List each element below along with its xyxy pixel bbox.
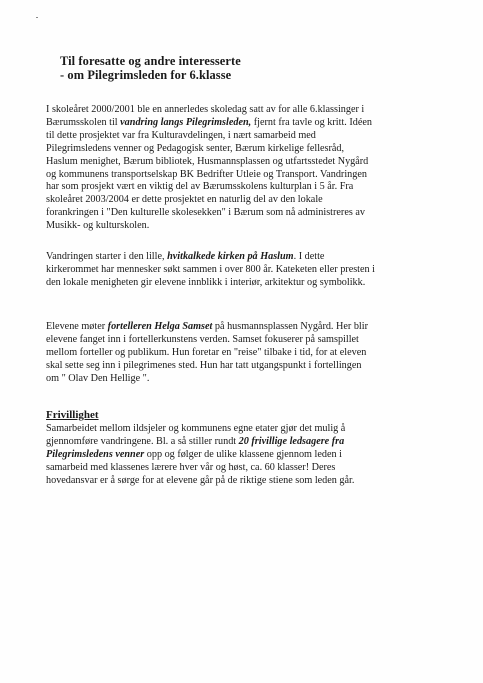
text-run: skoleåret 2003/2004 er dette prosjektet en naturlig del av den lokale xyxy=(46,194,323,206)
text-line xyxy=(46,117,438,130)
title-line-1: Til foresatte og andre interesserte xyxy=(60,54,241,68)
text-run: Bærumsskolen til xyxy=(46,116,121,128)
text-run: skal sette seg inn i pilegrimenes sted. Hun har tatt utgangspunkt i fortellingen xyxy=(46,359,362,371)
text-run: samarbeid med klassenes lærere hver vår og høst, ca. 60 klasser! Deres xyxy=(46,461,336,473)
text-run: om " Olav Den Hellige ". xyxy=(46,372,150,384)
text-run: gjennomføre vandringene. Bl. a så stiller rundt xyxy=(46,435,239,447)
text-line xyxy=(46,449,438,462)
text-run: til dette prosjektet var fra Kulturavdelingen, i nært samarbeid med xyxy=(46,129,316,141)
text-run: . I dette xyxy=(293,251,325,262)
text-line xyxy=(46,169,438,182)
text-run: hovedansvar er å sørge for at elevene går på de riktige stiene som leden går. xyxy=(46,474,355,486)
text-line xyxy=(46,220,438,233)
text-line xyxy=(46,360,438,373)
text-line xyxy=(46,104,438,117)
document-title xyxy=(60,54,241,82)
highlighted-phrase: hvitkalkede kirken på Haslum xyxy=(167,251,294,262)
text-run: Haslum menighet, Bærum bibliotek, Husmannsplassen og utfartsstedet Nygård xyxy=(46,155,369,167)
text-run: har som prosjekt vært en viktig del av Bærumsskolens kulturplan i 5 år. Fra xyxy=(46,181,354,193)
text-line xyxy=(46,277,438,290)
paragraph-volunteers xyxy=(46,423,438,488)
text-line xyxy=(46,251,438,264)
text-line xyxy=(46,423,438,436)
text-run: opp og følger de ulike klassene gjennom leden i xyxy=(144,448,342,460)
text-run: forankringen i "Den kulturelle skolesekken" i Bærum som nå administreres av xyxy=(46,207,365,219)
text-line xyxy=(46,264,438,277)
section-heading-frivillighet: Frivillighet xyxy=(46,409,99,421)
text-run: og kommunens transportselskap BK Bedrifter Utleie og Transport. Vandringen xyxy=(46,168,367,180)
paragraph-haslum-church xyxy=(46,251,438,290)
text-line xyxy=(46,207,438,220)
text-line xyxy=(46,130,438,143)
text-line xyxy=(46,462,438,475)
text-run: kirkerommet har mennesker søkt sammen i over 800 år. Kateketen eller presten i xyxy=(46,263,375,275)
text-run: Samarbeidet mellom ildsjeler og kommunens egne etater gjør det mulig å xyxy=(46,423,346,434)
highlighted-phrase: 20 frivillige ledsagere fra xyxy=(238,435,345,447)
text-line xyxy=(46,143,438,156)
text-run: elevene fanget inn i fortellerkunstens verden. Samset fokuserer på samspillet xyxy=(46,333,359,345)
text-line xyxy=(46,194,438,207)
scan-speck xyxy=(36,17,38,18)
paragraph-storyteller xyxy=(46,321,438,386)
text-line xyxy=(46,436,438,449)
text-run: mellom forteller og publikum. Hun foretar en "reise" tilbake i tid, for at eleven xyxy=(46,346,367,358)
text-line xyxy=(46,475,438,488)
text-run: Pilegrimsledens venner og Pedagogisk senter, Bærum kirkelige fellesråd, xyxy=(46,142,345,154)
text-line xyxy=(46,334,438,347)
paragraph-intro xyxy=(46,104,438,233)
text-line xyxy=(46,181,438,194)
text-run: Musikk- og kulturskolen. xyxy=(46,220,150,232)
highlighted-phrase: fortelleren Helga Samset xyxy=(107,321,213,332)
text-line xyxy=(46,373,438,386)
text-run: Elevene møter xyxy=(46,321,108,332)
text-run: Vandringen starter i den lille, xyxy=(46,251,168,262)
text-line xyxy=(46,347,438,360)
text-line xyxy=(46,321,438,334)
highlighted-phrase: Pilegrimsledens venner xyxy=(46,448,145,460)
highlighted-phrase: vandring langs Pilegrimsleden, xyxy=(120,116,252,128)
title-line-2: - om Pilegrimsleden for 6.klasse xyxy=(60,68,232,82)
text-run: I skoleåret 2000/2001 ble en annerledes skoledag satt av for alle 6.klassinger i xyxy=(46,104,365,115)
text-run: fjernt fra tavle og kritt. Idéen xyxy=(251,116,372,128)
text-line xyxy=(46,156,438,169)
text-run: på husmannsplassen Nygård. Her blir xyxy=(212,321,368,332)
text-run: den lokale menigheten gir elevene innblikk i interiør, arkitektur og symbolikk. xyxy=(46,276,366,288)
